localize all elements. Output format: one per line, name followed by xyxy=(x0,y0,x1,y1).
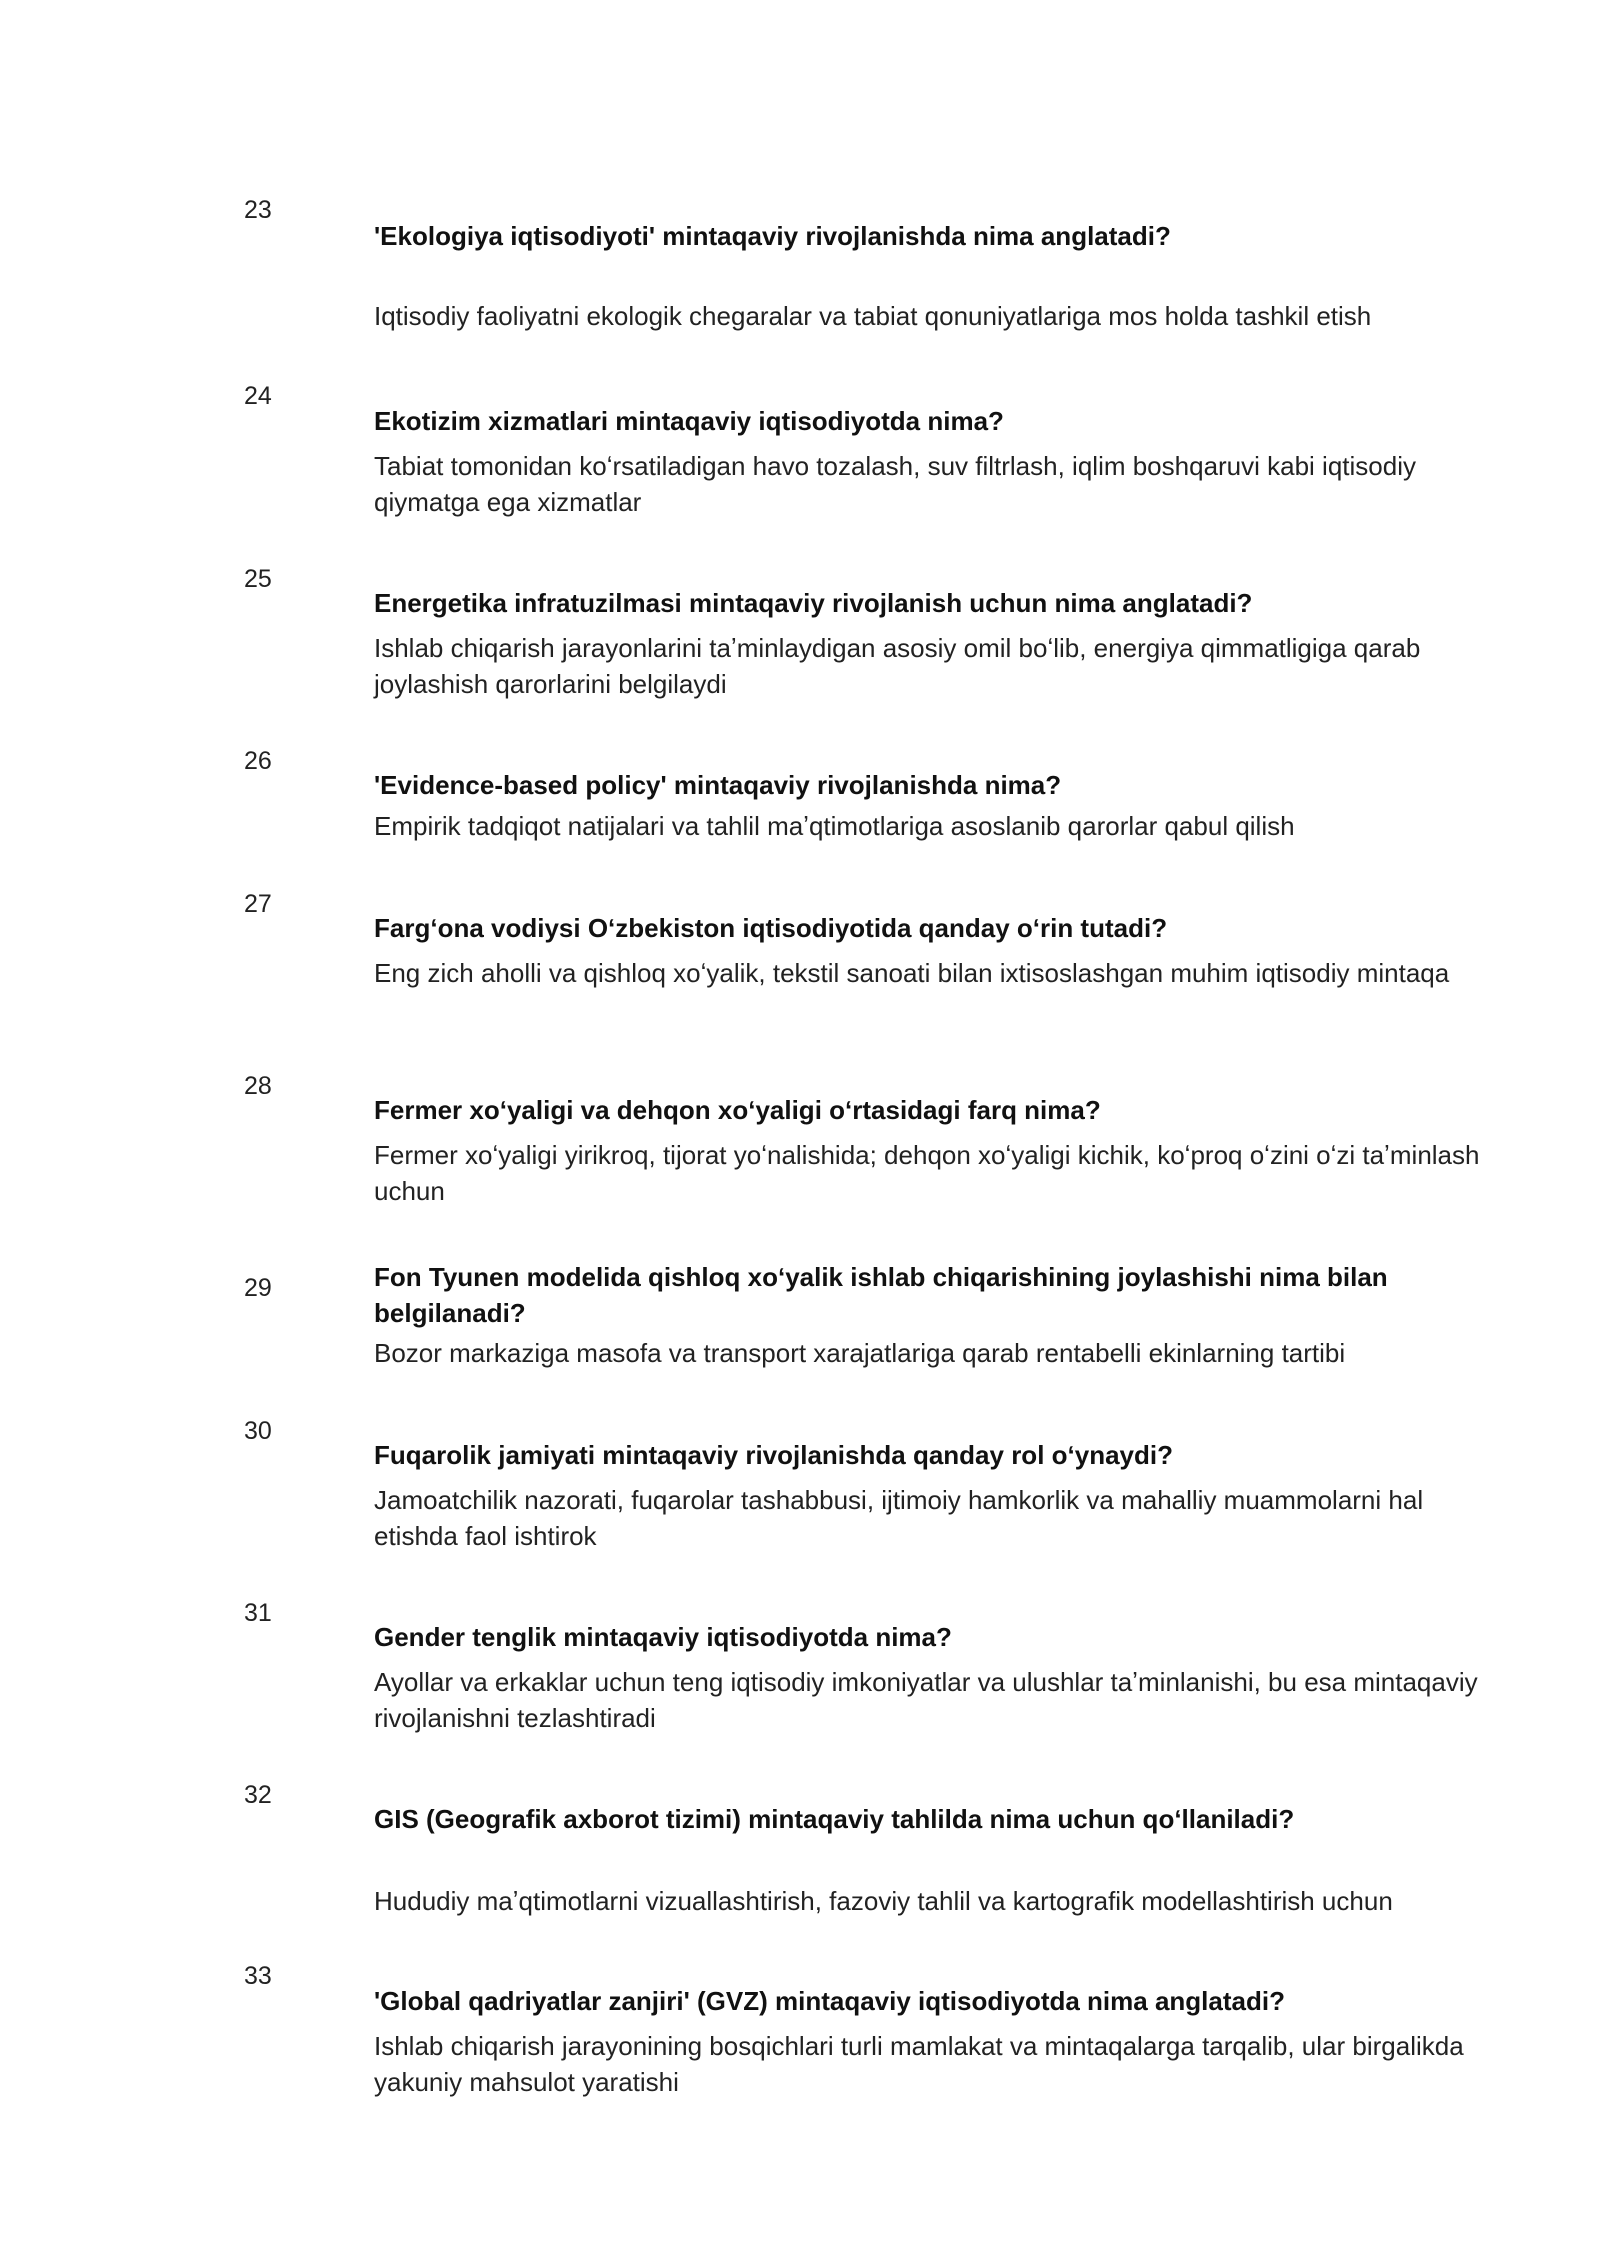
answer-text: Ishlab chiqarish jarayonlarini taʼminlaydigan asosiy omil boʻlib, energiya qimmatligiga qarab joylashish qarorlarini belgilaydi xyxy=(374,633,1421,699)
question-text: 'Evidence-based policy' mintaqaviy rivojlanishda nima? xyxy=(374,770,1062,800)
question-text: Fermer xoʻyaligi va dehqon xoʻyaligi oʻrtasidagi farq nima? xyxy=(374,1095,1101,1125)
answer-text: Empirik tadqiqot natijalari va tahlil maʼqtimotlariga asoslanib qarorlar qabul qilish xyxy=(374,811,1295,841)
question-text: 'Ekologiya iqtisodiyoti' mintaqaviy rivojlanishda nima anglatadi? xyxy=(374,221,1171,251)
item-number: 24 xyxy=(244,382,272,410)
answer-text: Iqtisodiy faoliyatni ekologik chegaralar va tabiat qonuniyatlariga mos holda tashkil etish xyxy=(374,301,1372,331)
item-number: 28 xyxy=(244,1072,272,1100)
answer-text: Hududiy maʼqtimotlarni vizuallashtirish, fazoviy tahlil va kartografik modellashtirish uchun xyxy=(374,1886,1393,1916)
item-number: 32 xyxy=(244,1781,272,1809)
question-text: Gender tenglik mintaqaviy iqtisodiyotda nima? xyxy=(374,1622,952,1652)
answer-text: Fermer xoʻyaligi yirikroq, tijorat yoʻnalishida; dehqon xoʻyaligi kichik, koʻproq oʻzini oʻzi taʼminlash uchun xyxy=(374,1140,1480,1206)
question-text: 'Global qadriyatlar zanjiri' (GVZ) mintaqaviy iqtisodiyotda nima anglatadi? xyxy=(374,1986,1285,2016)
answer-text: Jamoatchilik nazorati, fuqarolar tashabbusi, ijtimoiy hamkorlik va mahalliy muammolarni hal etishda faol ishtirok xyxy=(374,1485,1424,1551)
answer-text: Ishlab chiqarish jarayonining bosqichlari turli mamlakat va mintaqalarga tarqalib, ular birgalikda yakuniy mahsulot yaratishi xyxy=(374,2031,1464,2097)
item-number: 30 xyxy=(244,1417,272,1445)
item-number: 27 xyxy=(244,890,272,918)
item-number: 25 xyxy=(244,565,272,593)
item-number: 31 xyxy=(244,1599,272,1627)
item-number: 23 xyxy=(244,196,272,224)
question-text: Fuqarolik jamiyati mintaqaviy rivojlanishda qanday rol oʻynaydi? xyxy=(374,1440,1173,1470)
question-text: Ekotizim xizmatlari mintaqaviy iqtisodiyotda nima? xyxy=(374,406,1004,436)
answer-text: Eng zich aholli va qishloq xoʻyalik, tekstil sanoati bilan ixtisoslashgan muhim iqtisodiy mintaqa xyxy=(374,958,1450,988)
question-text: Fargʻona vodiysi Oʻzbekiston iqtisodiyotida qanday oʻrin tutadi? xyxy=(374,913,1168,943)
item-number: 33 xyxy=(244,1962,272,1990)
answer-text: Ayollar va erkaklar uchun teng iqtisodiy imkoniyatlar va ulushlar taʼminlanishi, bu esa mintaqaviy rivojlanishni tezlashtiradi xyxy=(374,1667,1478,1733)
question-text: Fon Tyunen modelida qishloq xoʻyalik ishlab chiqarishining joylashishi nima bilan belgilanadi? xyxy=(374,1262,1388,1328)
question-text: GIS (Geografik axborot tizimi) mintaqaviy tahlilda nima uchun qoʻllaniladi? xyxy=(374,1804,1295,1834)
answer-text: Tabiat tomonidan koʻrsatiladigan havo tozalash, suv filtrlash, iqlim boshqaruvi kabi iqtisodiy qiymatga ega xizmatlar xyxy=(374,451,1416,517)
answer-text: Bozor markaziga masofa va transport xarajatlariga qarab rentabelli ekinlarning tartibi xyxy=(374,1338,1346,1368)
item-number: 26 xyxy=(244,747,272,775)
item-number: 29 xyxy=(244,1274,272,1302)
question-text: Energetika infratuzilmasi mintaqaviy rivojlanish uchun nima anglatadi? xyxy=(374,588,1253,618)
